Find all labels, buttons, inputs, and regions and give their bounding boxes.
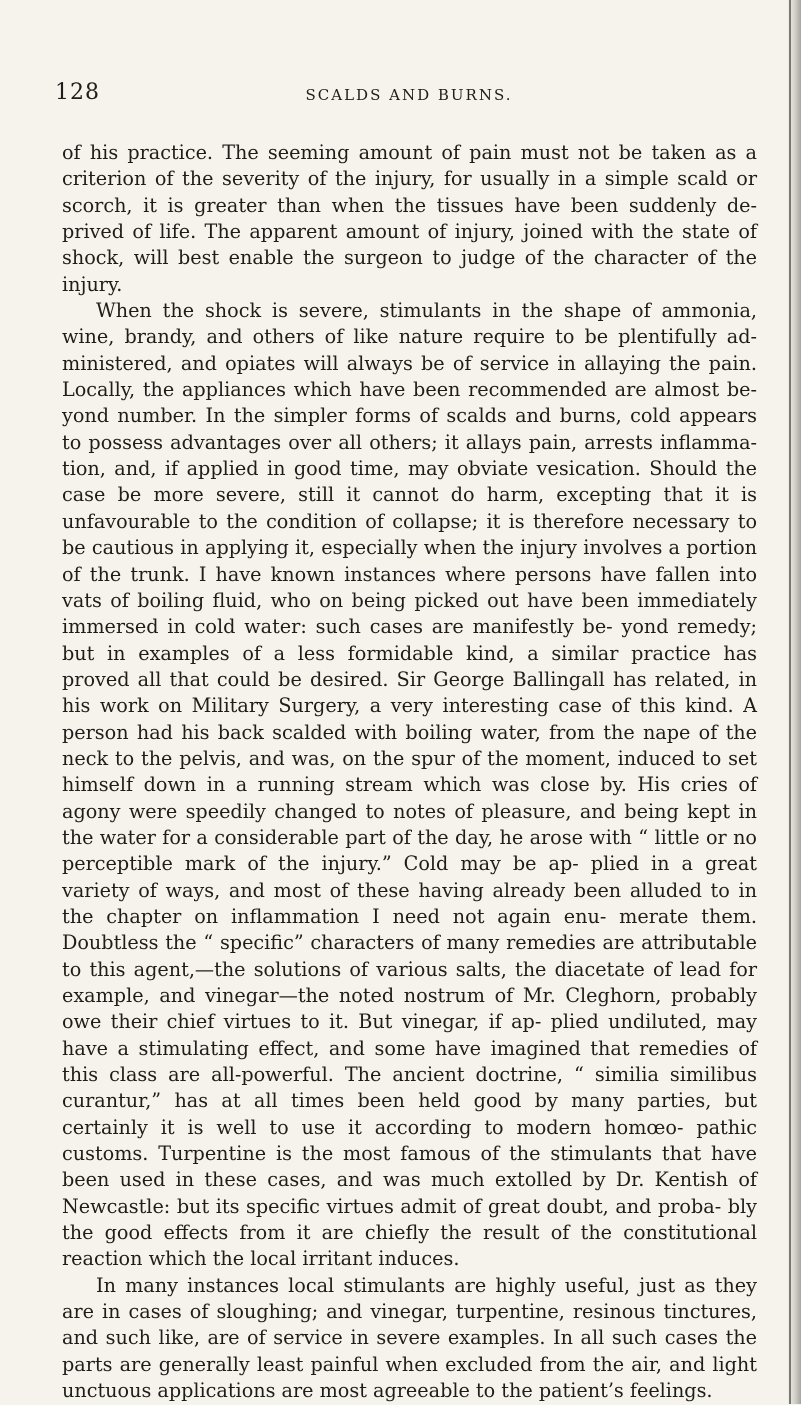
page-header: [55, 80, 755, 110]
body-text: [62, 140, 757, 1405]
paragraph-local-stimulants: In many instances local stimulants are highly useful, just as they are in cases of sloughing; and vinegar, turpentine, resinous tinctures, and such like, are of service in severe examples. In all such cases the parts are generally least painful when excluded from the air, and light unctuous applications are most agreeable to the patient’s feelings.: [62, 1273, 757, 1403]
running-title: SCALDS AND BURNS.: [305, 86, 513, 104]
paragraph-continued: of his practice. The seeming amount of pain must not be taken as a criterion of the severity of the injury, for usually in a simple scald or scorch, it is greater than when the tissues have been suddenly de- prived of life. The apparent amount of injury, joined with the state of shock, will best enable the surgeon to judge of the character of the injury.: [62, 141, 757, 296]
paragraph-stimulants: When the shock is severe, stimulants in the shape of ammonia, wine, brandy, and others of like nature require to be plentifully ad- ministered, and opiates will always be of service in allaying the pain. Locally, the appliances which have been recommended are almost be- yond number. In the simpler forms of scalds and burns, cold appears to possess advantages over all others; it allays pain, arrests inflamma- tion, and, if applied in good time, may obviate vesication. Should the case be more severe, still it cannot do harm, excepting that it is unfavourable to the condition of collapse; it is therefore necessary to be cautious in applying it, especially when the injury involves a portion of the trunk. I have known instances where persons have fallen into vats of boiling fluid, who on being picked out have been immediately immersed in cold water: such cases are manifestly be- yond remedy; but in examples of a less formidable kind, a similar practice has proved all that could be desired. Sir George Ballingall has related, in his work on Military Surgery, a very interesting case of this kind. A person had his back scalded with boiling water, from the nape of the neck to the pelvis, and was, on the spur of the moment, induced to set himself down in a running stream which was close by. His cries of agony were speedily changed to notes of pleasure, and being kept in the water for a considerable part of the day, he arose with “ little or no perceptible mark of the injury.” Cold may be ap- plied in a great variety of ways, and most of these having already been alluded to in the chapter on inflammation I need not again enu- merate them. Doubtless the “ specific” characters of many remedies are attributable to this agent,—the solutions of various salts, the diacetate of lead for example, and vinegar—the noted nostrum of Mr. Cleghorn, probably owe their chief virtues to it. But vinegar, if ap- plied undiluted, may have a stimulating effect, and some have imagined that remedies of this class are all-powerful. The ancient doctrine, “ similia similibus curantur,” has at all times been held good by many parties, but certainly it is well to use it according to modern homœo- pathic customs. Turpentine is the most famous of the stimulants that have been used in these cases, and was much extolled by Dr. Kentish of Newcastle: but its specific virtues admit of great doubt, and proba- bly the good effects from it are chiefly the result of the constitutional reaction which the local irritant induces.: [62, 299, 757, 1271]
page-number: 128: [55, 80, 100, 105]
page-edge-line: [789, 0, 791, 1404]
